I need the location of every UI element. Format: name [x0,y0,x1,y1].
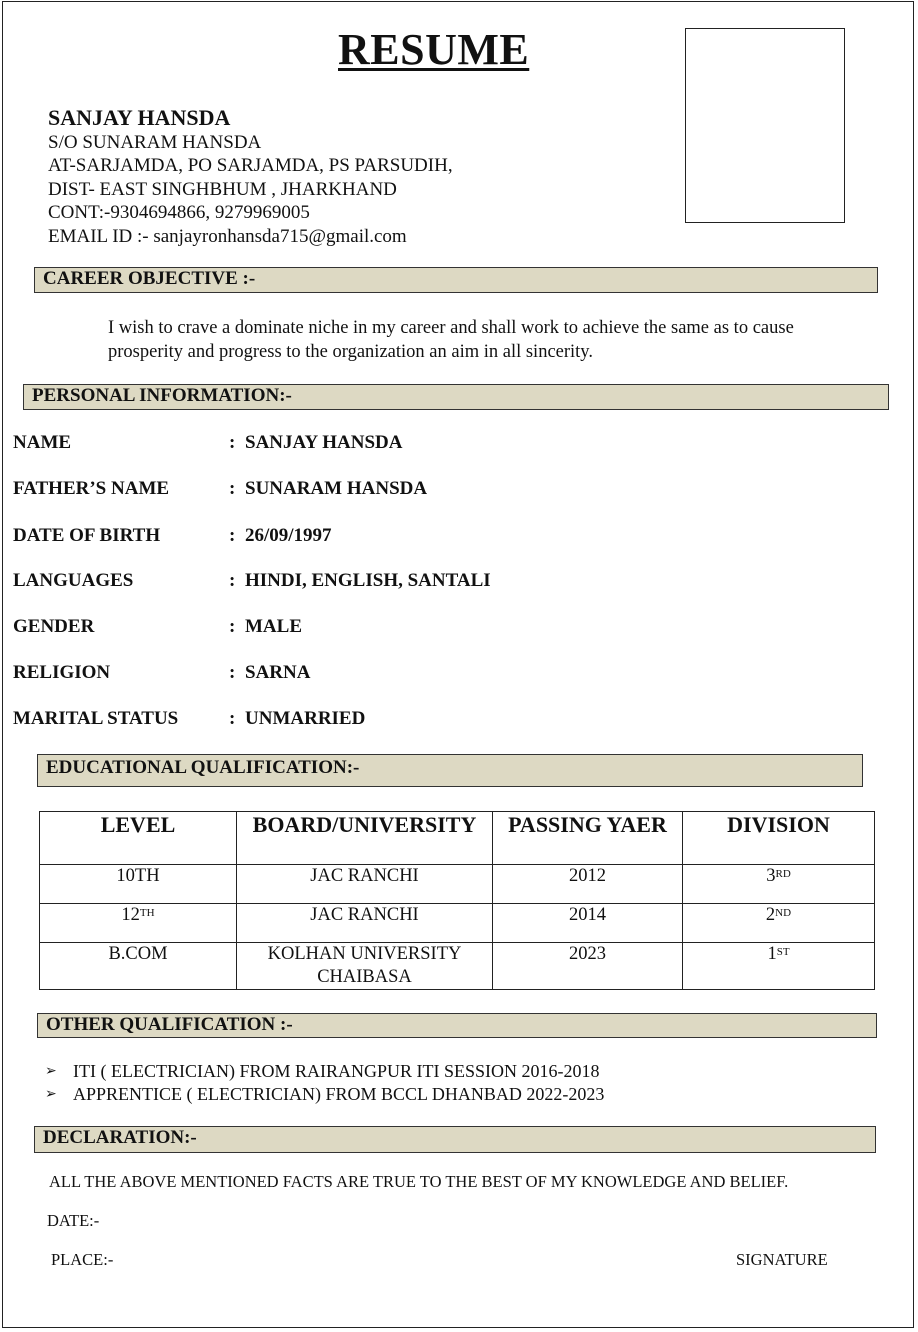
section-educational-qualification: EDUCATIONAL QUALIFICATION:- [37,754,863,787]
info-colon: : [229,708,236,729]
info-value: UNMARRIED [245,708,366,729]
cell-board: KOLHAN UNIVERSITY CHAIBASA [237,943,493,990]
info-value: 26/09/1997 [245,525,332,546]
info-colon: : [229,478,236,499]
info-label: GENDER [13,616,95,637]
header-year: PASSING YAER [493,812,683,865]
info-label: NAME [13,432,72,453]
cell-year: 2023 [493,943,683,990]
info-label: FATHER’S NAME [13,478,170,499]
header-level: LEVEL [40,812,237,865]
list-item [45,1083,604,1106]
cell-year: 2014 [493,904,683,943]
signature-label: SIGNATURE [736,1250,828,1269]
arrow-bullet-icon: ➢ [45,1087,57,1102]
info-label: DATE OF BIRTH [13,525,161,546]
info-colon: : [229,662,236,683]
info-colon: : [229,570,236,591]
date-label: DATE:- [47,1211,100,1230]
info-label: RELIGION [13,662,111,683]
cell-division: 1ST [683,943,875,990]
cell-division: 3RD [683,865,875,904]
info-label: MARITAL STATUS [13,708,179,729]
header-division: DIVISION [683,812,875,865]
table-header-row [40,812,875,865]
cell-year: 2012 [493,865,683,904]
list-item-text: ITI ( ELECTRICIAN) FROM RAIRANGPUR ITI SESSION 2016-2018 [73,1061,600,1081]
cell-board: JAC RANCHI [237,865,493,904]
cell-level: 12TH [40,904,237,943]
arrow-bullet-icon: ➢ [45,1064,57,1079]
section-declaration: DECLARATION:- [34,1126,876,1153]
contact-line-parent: S/O SUNARAM HANSDA [48,132,262,153]
header-board: BOARD/UNIVERSITY [237,812,493,865]
other-qualification-list [45,1060,604,1106]
info-value: SUNARAM HANSDA [245,478,428,499]
table-row [40,865,875,904]
cell-level: B.COM [40,943,237,990]
contact-line-email: EMAIL ID :- sanjayronhansda715@gmail.com [48,225,407,247]
info-colon: : [229,616,236,637]
resume-page [2,1,914,1328]
info-value: HINDI, ENGLISH, SANTALI [245,570,491,591]
photo-box [685,28,845,223]
declaration-text: ALL THE ABOVE MENTIONED FACTS ARE TRUE TO THE BEST OF MY KNOWLEDGE AND BELIEF. [49,1172,789,1191]
cell-level: 10TH [40,865,237,904]
contact-line-address: AT-SARJAMDA, PO SARJAMDA, PS PARSUDIH, [48,155,453,177]
education-table [39,811,875,990]
list-item-text: APPRENTICE ( ELECTRICIAN) FROM BCCL DHANBAD 2022-2023 [73,1084,605,1104]
cell-division: 2ND [683,904,875,943]
list-item [45,1060,604,1083]
contact-line-phone: CONT:-9304694866, 9279969005 [48,202,310,224]
info-value: SARNA [245,662,311,683]
place-label: PLACE:- [51,1250,114,1269]
info-value: MALE [245,616,302,637]
info-colon: : [229,525,236,546]
section-career-objective: CAREER OBJECTIVE :- [34,267,878,293]
contact-block [48,104,453,248]
table-row [40,943,875,990]
info-label: LANGUAGES [13,570,134,591]
section-personal-information: PERSONAL INFORMATION:- [23,384,889,410]
table-row [40,904,875,943]
cell-board: JAC RANCHI [237,904,493,943]
info-colon: : [229,432,236,453]
career-objective-text: I wish to crave a dominate niche in my career and shall work to achieve the same as to cause prosperity and progress to the organization an aim in all sincerity. [108,318,794,362]
candidate-name: SANJAY HANSDA [48,105,231,130]
section-other-qualification: OTHER QUALIFICATION :- [37,1013,877,1038]
resume-title: RESUME [338,25,530,74]
contact-line-district: DIST- EAST SINGHBHUM , JHARKHAND [48,178,397,200]
info-value: SANJAY HANSDA [245,432,403,453]
